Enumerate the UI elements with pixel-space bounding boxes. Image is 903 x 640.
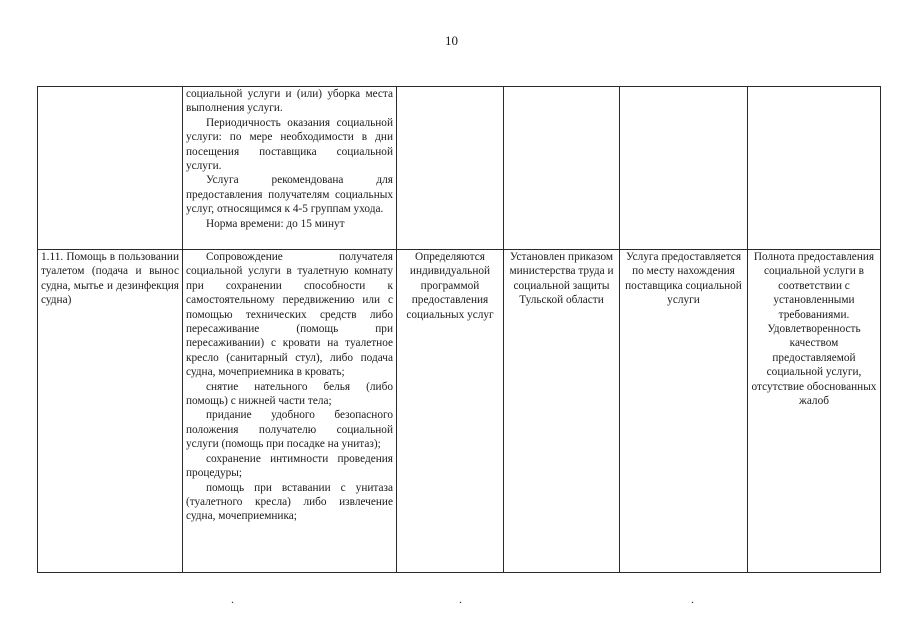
description-paragraph: помощь при вставании с унитаза (туалетного кресла) либо извлечение судна, мочеприемника;	[186, 481, 393, 523]
cell-service-description	[183, 250, 397, 573]
quality-text: Полнота предоставления социальной услуги в соответствии с установленными требованиями. Удовлетворенность качеством предоставляемой социальной услуги, отсутствие обоснованных жалоб	[751, 251, 877, 408]
cell-empty-quality	[748, 87, 881, 250]
footer-mark: .	[459, 592, 462, 606]
cell-empty-name	[38, 87, 183, 250]
cell-empty-volume	[397, 87, 504, 250]
footer-mark: .	[231, 592, 234, 606]
description-paragraph: придание удобного безопасного положения получателю социальной услуги (помощь при посадке на унитаз);	[186, 409, 393, 451]
cell-quality	[748, 250, 881, 573]
volume-text: Определяются индивидуальной программой предоставления социальных услуг	[406, 251, 494, 321]
continuation-line: Норма времени: до 15 минут	[206, 217, 345, 230]
cell-tariff	[504, 250, 620, 573]
cell-conditions	[620, 250, 748, 573]
conditions-text: Услуга предоставляется по месту нахождения поставщика социальной услуги	[625, 251, 742, 307]
continuation-row	[38, 87, 881, 250]
continuation-line: социальной услуги и (или) уборка места выполнения услуги.	[186, 88, 393, 115]
tariff-text: Установлен приказом министерства труда и социальной защиты Тульской области	[509, 251, 614, 307]
page-number: 10	[445, 33, 458, 48]
service-name: 1.11. Помощь в пользовании туалетом (подача и вынос судна, мытье и дезинфекция судна)	[41, 251, 179, 307]
services-table	[37, 86, 881, 573]
description-paragraph: Сопровождение получателя социальной услуги в туалетную комнату при сохранении способности к самостоятельному передвижению или с помощью технических средств либо пересаживание (помощь при пересаживании) с кровати на туалетное кресло (санитарный стул), либо подача судна, мочеприемника в кровать;	[186, 251, 393, 379]
continuation-line: Услуга рекомендована для предоставления получателям социальных услуг, относящимся к 4-5 группам ухода.	[186, 174, 393, 216]
description-paragraph: сохранение интимности проведения процедуры;	[186, 452, 393, 480]
continuation-line: Периодичность оказания социальной услуги: по мере необходимости в дни посещения поставщика социальной услуги.	[186, 116, 393, 173]
cell-empty-tariff	[504, 87, 620, 250]
cell-volume	[397, 250, 504, 573]
description-paragraph: снятие нательного белья (либо помощь) с нижней части тела;	[186, 380, 393, 408]
cell-service-name	[38, 250, 183, 573]
footer-mark: .	[691, 592, 694, 606]
cell-empty-conditions	[620, 87, 748, 250]
service-row	[38, 250, 881, 573]
cell-continuation-description	[183, 87, 397, 250]
